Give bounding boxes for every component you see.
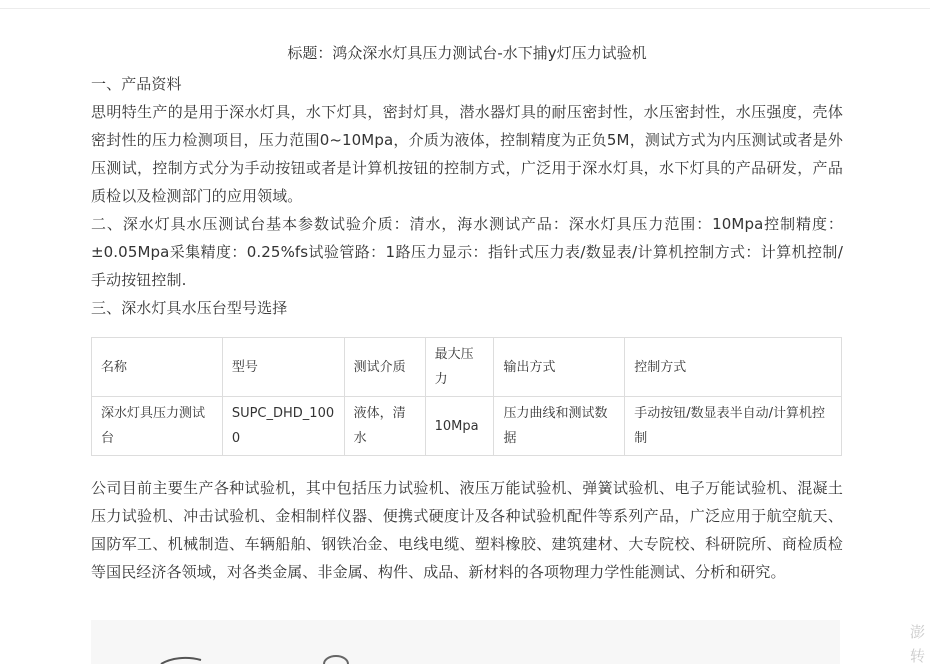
product-image: [91, 620, 840, 664]
table-cell: 压力曲线和测试数据: [494, 397, 625, 456]
side-widget-line2: 转: [910, 647, 926, 664]
table-cell: 液体，清水: [344, 397, 425, 456]
table-cell: SUPC_DHD_1000: [222, 397, 344, 456]
model-spec-table: [91, 337, 842, 456]
article-title: 标题：鸿众深水灯具压力测试台-水下捕y灯压力试验机: [287, 44, 647, 62]
floating-side-widget[interactable]: [910, 620, 930, 664]
table-header-cell: 型号: [222, 338, 344, 397]
table-header-cell: 输出方式: [494, 338, 625, 397]
section1-body: 思明特生产的是用于深水灯具，水下灯具，密封灯具，潜水器灯具的耐压密封性，水压密封性，水压强度，壳体密封性的压力检测项目，压力范围0~10Mpa，介质为液体，控制精度为正负5M，测试方式为内压测试或者是外压测试，控制方式分为手动按钮或者是计算机按钮的控制方式，广泛用于深水灯具，水下灯具的产品研发，产品质检以及检测部门的应用领域。: [91, 103, 843, 205]
article-content: [91, 36, 843, 586]
table-header-cell: 测试介质: [344, 338, 425, 397]
company-body: 公司目前主要生产各种试验机，其中包括压力试验机、液压万能试验机、弹簧试验机、电子万能试验机、混凝土压力试验机、冲击试验机、金相制样仪器、便携式硬度计及各种试验机配件等系列产品，广泛应用于航空航天、国防军工、机械制造、车辆船舶、钢铁冶金、电线电缆、塑料橡胶、建筑建材、大专院校、科研院所、商检质检等国民经济各领域，对各类金属、非金属、构件、成品、新材料的各项物理力学性能测试、分析和研究。: [91, 479, 843, 581]
section1-heading: 一、产品资料: [91, 75, 182, 93]
table-header-cell: 最大压力: [425, 338, 494, 397]
table-header-cell: 控制方式: [625, 338, 842, 397]
top-divider: [0, 8, 930, 9]
section3-heading: 三、深水灯具水压台型号选择: [91, 299, 288, 317]
side-widget-line1: 澎: [910, 623, 926, 641]
table-cell: 10Mpa: [425, 397, 494, 456]
table-header-cell: 名称: [92, 338, 223, 397]
table-header-row: [92, 338, 842, 397]
table-cell: 手动按钮/数显表半自动/计算机控制: [625, 397, 842, 456]
section2-body: 二、深水灯具水压测试台基本参数试验介质：清水，海水测试产品：深水灯具压力范围：10Mpa控制精度：±0.05Mpa采集精度：0.25%fs试验管路：1路压力显示：指针式压力表/数显表/计算机控制方式：计算机控制/手动按钮控制.: [91, 215, 843, 289]
table-cell: 深水灯具压力测试台: [92, 397, 223, 456]
table-row: [92, 397, 842, 456]
product-photo-graphic: [91, 620, 840, 664]
